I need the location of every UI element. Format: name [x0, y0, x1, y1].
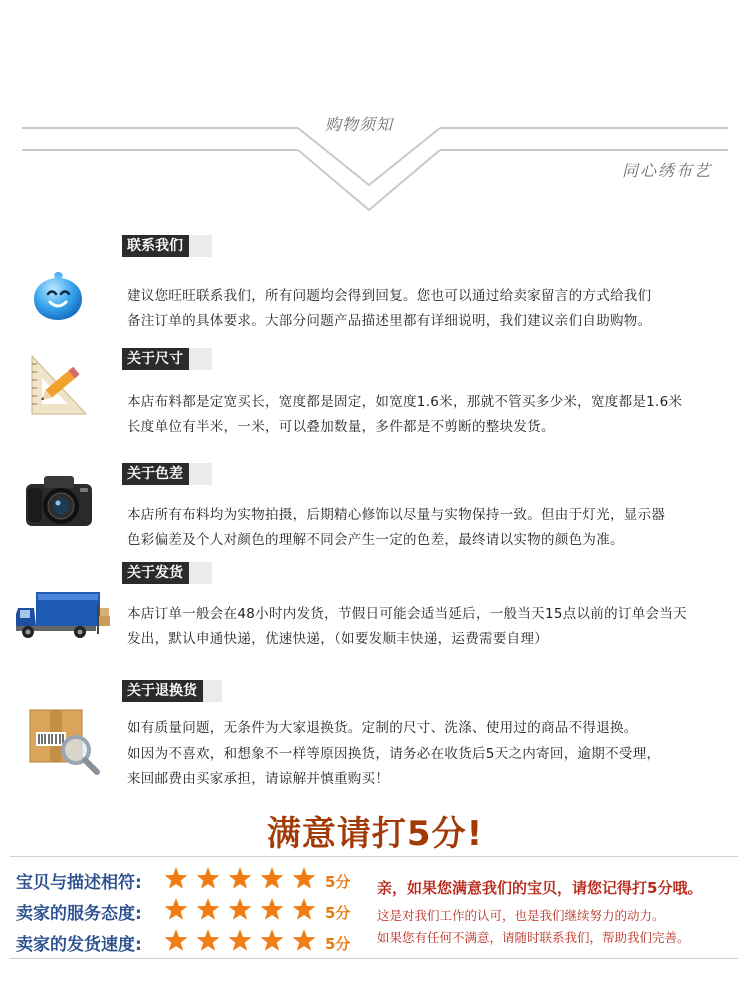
section-label-contact: 联系我们 — [122, 235, 189, 257]
size-text-line-2: 长度单位有半米，一米，可以叠加数量，多件都是不剪断的整块发货。 — [127, 419, 555, 435]
contact-text-line-2: 备注订单的具体要求。大部分问题产品描述里都有详细说明，我们建议亲们自助购物。 — [127, 313, 652, 329]
star-icon — [197, 929, 220, 951]
rating-label-2: 卖家的服务态度: — [16, 904, 142, 924]
star-icon — [165, 867, 188, 889]
camera-icon — [24, 472, 94, 532]
rating-score-1: 5分 — [325, 873, 351, 891]
section-label-shipping: 关于发货 — [122, 562, 189, 584]
star-icon — [261, 867, 284, 889]
rating-message-sub-2: 如果您有任何不满意，请随时联系我们，帮助我们完善。 — [377, 930, 690, 945]
star-icon — [293, 867, 316, 889]
star-icon — [261, 929, 284, 951]
rating-label-1: 宝贝与描述相符: — [16, 873, 142, 893]
section-label-returns: 关于退换货 — [122, 680, 203, 702]
star-icon — [229, 898, 252, 920]
star-icon — [165, 929, 188, 951]
smiley-icon — [30, 268, 86, 324]
star-rating-2 — [163, 897, 323, 923]
star-icon — [197, 867, 220, 889]
returns-text-line-2: 如因为不喜欢，和想象不一样等原因换货，请务必在收货后5天之内寄回，逾期不受理， — [127, 746, 661, 762]
star-rating-1 — [163, 866, 323, 892]
package-search-icon — [26, 702, 102, 776]
color-text-line-1: 本店所有布料均为实物拍摄，后期精心修饰以尽量与实物保持一致。但由于灯光，显示器 — [127, 507, 666, 523]
star-icon — [293, 898, 316, 920]
shipping-text-line-1: 本店订单一般会在48小时内发货，节假日可能会适当延后，一般当天15点以前的订单会当天 — [127, 606, 687, 622]
shipping-text-line-2: 发出，默认申通快递，优速快递，（如要发顺丰快递，运费需要自理） — [127, 631, 549, 647]
pencil-ruler-icon — [28, 352, 90, 418]
rating-message-sub-1: 这是对我们工作的认可，也是我们继续努力的动力。 — [377, 908, 665, 923]
color-text-line-2: 色彩偏差及个人对颜色的理解不同会产生一定的色差，最终请以实物的颜色为准。 — [127, 532, 624, 548]
header-script-shopping-notice: 购物须知 — [325, 115, 394, 134]
star-rating-3 — [163, 928, 323, 954]
rating-message-main: 亲，如果您满意我们的宝贝，请您记得打5分哦。 — [377, 879, 703, 897]
star-icon — [165, 898, 188, 920]
truck-icon — [14, 588, 112, 642]
contact-text-line-1: 建议您旺旺联系我们，所有问题均会得到回复。您也可以通过给卖家留言的方式给我们 — [127, 288, 652, 304]
rating-title: 满意请打5分! — [266, 814, 484, 854]
star-icon — [197, 898, 220, 920]
star-icon — [293, 929, 316, 951]
returns-text-line-1: 如有质量问题，无条件为大家退换货。定制的尺寸、洗涤、使用过的商品不得退换。 — [127, 720, 638, 736]
star-icon — [229, 867, 252, 889]
divider-top — [10, 856, 738, 857]
section-label-size: 关于尺寸 — [122, 348, 189, 370]
rating-score-2: 5分 — [325, 904, 351, 922]
returns-text-line-3: 来回邮费由买家承担，请谅解并慎重购买！ — [127, 771, 390, 787]
section-label-color: 关于色差 — [122, 463, 189, 485]
size-text-line-1: 本店布料都是定宽买长，宽度都是固定，如宽度1.6米，那就不管买多少米，宽度都是1.6米 — [127, 394, 683, 410]
header-script-shop-name: 同心绣布艺 — [622, 161, 713, 180]
rating-label-3: 卖家的发货速度: — [16, 935, 142, 955]
rating-score-3: 5分 — [325, 935, 351, 953]
star-icon — [261, 898, 284, 920]
star-icon — [229, 929, 252, 951]
divider-bottom — [10, 958, 738, 959]
